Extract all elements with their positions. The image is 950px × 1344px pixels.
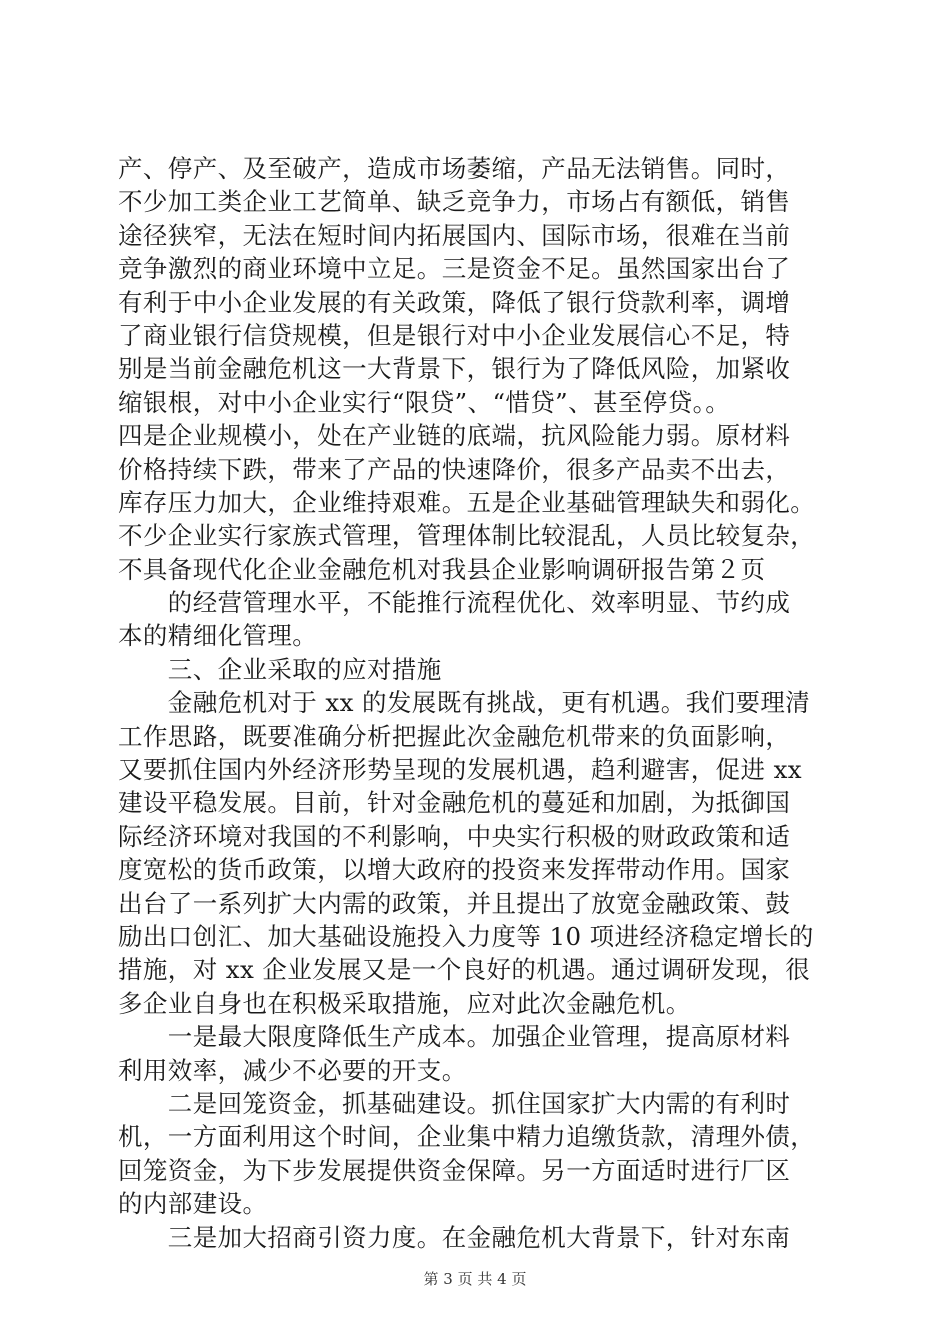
text-line: 竞争激烈的商业环境中立足。三是资金不足。虽然国家出台了: [118, 254, 791, 284]
text-line: 多企业自身也在积极采取措施，应对此次金融危机。: [118, 988, 691, 1018]
text-line: 一是最大限度降低生产成本。加强企业管理，提高原材料: [118, 1022, 791, 1052]
text-line: 不少企业实行家族式管理，管理体制比较混乱，人员比较复杂，: [118, 521, 816, 551]
text-line: 有利于中小企业发展的有关政策，降低了银行贷款利率，调增: [118, 287, 791, 317]
text-line: 不少加工类企业工艺简单、缺乏竞争力，市场占有额低，销售: [118, 187, 791, 217]
text-line: 建设平稳发展。目前，针对金融危机的蔓延和加剧，为抵御国: [118, 788, 791, 818]
text-line: 际经济环境对我国的不利影响，中央实行积极的财政政策和适: [118, 821, 791, 851]
text-line: 措施，对 xx 企业发展又是一个良好的机遇。通过调研发现，很: [118, 955, 811, 985]
text-line: 出台了一系列扩大内需的政策，并且提出了放宽金融政策、鼓: [118, 888, 791, 918]
text-line: 三、企业采取的应对措施: [118, 654, 442, 684]
text-line: 四是企业规模小，处在产业链的底端，抗风险能力弱。原材料: [118, 421, 791, 451]
text-line: 励出口创汇、加大基础设施投入力度等 10 项进经济稳定增长的: [118, 921, 814, 951]
text-line: 本的精细化管理。: [118, 621, 318, 651]
text-line: 途径狭窄，无法在短时间内拓展国内、国际市场，很难在当前: [118, 220, 791, 250]
page-footer: 第 3 页 共 4 页: [423, 1270, 527, 1288]
text-line: 工作思路，既要准确分析把握此次金融危机带来的负面影响，: [118, 721, 791, 751]
text-line: 产、停产、及至破产，造成市场萎缩，产品无法销售。同时，: [118, 154, 791, 183]
text-line: 利用效率，减少不必要的开支。: [118, 1055, 467, 1085]
text-line: 价格持续下跌，带来了产品的快速降价，很多产品卖不出去，: [118, 454, 791, 484]
text-line: 别是当前金融危机这一大背景下，银行为了降低风险，加紧收: [118, 354, 791, 384]
text-line: 回笼资金，为下步发展提供资金保障。另一方面适时进行厂区: [118, 1155, 791, 1185]
text-line: 的经营管理水平，不能推行流程优化、效率明显、节约成: [118, 588, 791, 618]
text-line: 二是回笼资金，抓基础建设。抓住国家扩大内需的有利时: [118, 1088, 791, 1118]
text-line: 库存压力加大，企业维持艰难。五是企业基础管理缺失和弱化。: [118, 487, 816, 517]
text-line: 机，一方面利用这个时间，企业集中精力追缴货款，清理外债，: [118, 1122, 816, 1152]
text-line: 的内部建设。: [118, 1189, 268, 1219]
text-line: 又要抓住国内外经济形势呈现的发展机遇，趋利避害，促进 xx: [118, 755, 803, 785]
text-line: 不具备现代化企业金融危机对我县企业影响调研报告第２页: [118, 554, 766, 584]
text-line: 三是加大招商引资力度。在金融危机大背景下，针对东南: [118, 1222, 791, 1252]
text-line: 了商业银行信贷规模，但是银行对中小企业发展信心不足，特: [118, 320, 791, 350]
text-line: 缩银根，对中小企业实行“限贷”、“惜贷”、甚至停贷。。: [118, 387, 731, 417]
document-body: [118, 152, 858, 1254]
text-line: 金融危机对于 xx 的发展既有挑战，更有机遇。我们要理清: [118, 688, 811, 718]
text-line: 度宽松的货币政策，以增大政府的投资来发挥带动作用。国家: [118, 855, 791, 885]
